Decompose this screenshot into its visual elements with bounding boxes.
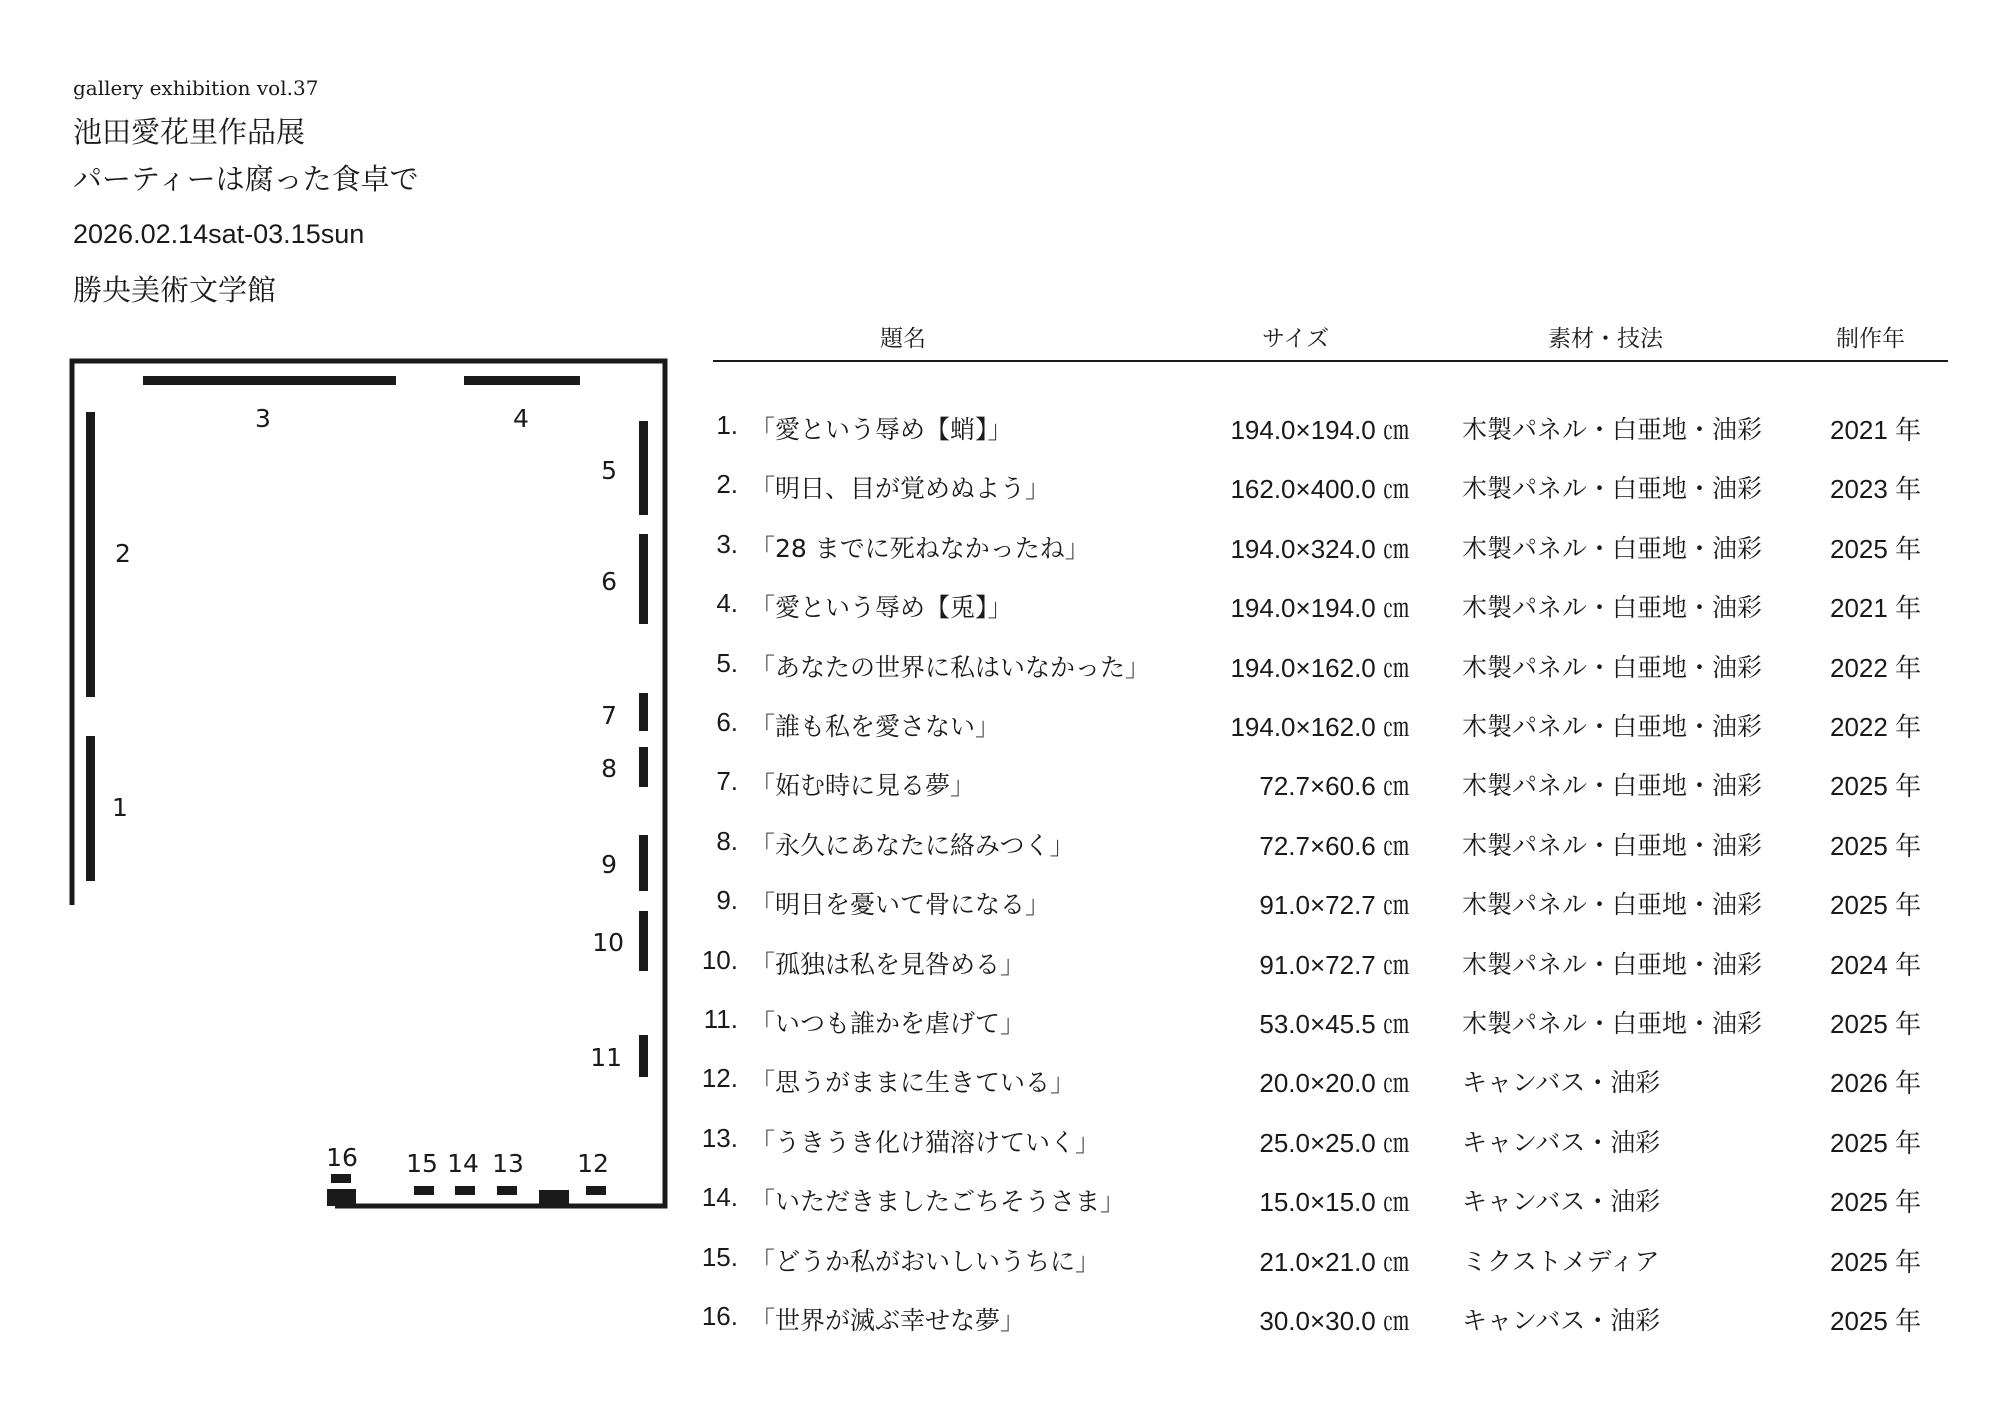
- table-row: [0, 1242, 2000, 1282]
- table-row: [0, 1301, 2000, 1341]
- artwork-number: 11.: [703, 1004, 738, 1034]
- floor-plan-label-6: 6: [601, 567, 617, 596]
- header-divider: [713, 360, 1948, 362]
- artwork-material: キャンバス・油彩: [1462, 1306, 1661, 1335]
- table-row: [0, 1063, 2000, 1103]
- floor-plan-label-1: 1: [112, 793, 128, 822]
- artwork-number: 7.: [716, 766, 738, 796]
- artwork-number: 5.: [716, 648, 738, 678]
- exhibition-dates: 2026.02.14sat-03.15sun: [73, 219, 365, 249]
- table-row: [0, 826, 2000, 866]
- floor-plan-label-14: 14: [447, 1149, 479, 1178]
- artwork-year: 2024 年: [1830, 950, 1922, 980]
- artwork-material: キャンバス・油彩: [1462, 1068, 1661, 1097]
- artwork-title: 「明日を憂いて骨になる」: [750, 890, 1051, 919]
- artwork-year: 2025 年: [1830, 771, 1922, 801]
- artwork-size: 194.0×194.0 ㎝: [1230, 415, 1409, 445]
- artwork-material: 木製パネル・白亜地・油彩: [1462, 712, 1763, 741]
- artwork-year: 2021 年: [1830, 593, 1922, 623]
- table-row: [0, 1123, 2000, 1163]
- artwork-year: 2025 年: [1830, 1247, 1922, 1277]
- artwork-number: 9.: [716, 885, 738, 915]
- artwork-marker-3: [143, 376, 396, 385]
- artwork-year: 2022 年: [1830, 712, 1922, 742]
- artwork-year: 2025 年: [1830, 831, 1922, 861]
- artwork-title: 「愛という辱め【兎】」: [750, 593, 1013, 622]
- artwork-year: 2025 年: [1830, 1009, 1922, 1039]
- artwork-material: キャンバス・油彩: [1462, 1187, 1661, 1216]
- artwork-size: 72.7×60.6 ㎝: [1259, 771, 1409, 801]
- artwork-number: 6.: [716, 707, 738, 737]
- artwork-number: 1.: [716, 410, 738, 440]
- artwork-number: 15.: [701, 1242, 738, 1272]
- artwork-title: 「うきうき化け猫溶けていく」: [750, 1128, 1101, 1157]
- table-row: [0, 410, 2000, 450]
- artwork-size: 91.0×72.7 ㎝: [1259, 890, 1409, 920]
- artwork-material: 木製パネル・白亜地・油彩: [1462, 415, 1763, 444]
- artwork-number: 2.: [716, 469, 738, 499]
- floor-plan-label-13: 13: [492, 1149, 524, 1178]
- table-row: [0, 707, 2000, 747]
- exhibition-venue: 勝央美術文学館: [73, 273, 277, 307]
- artwork-year: 2026 年: [1830, 1068, 1922, 1098]
- floor-plan-label-11: 11: [590, 1043, 622, 1072]
- artwork-title: 「孤独は私を見咎める」: [750, 950, 1026, 979]
- header-year: 制作年: [1836, 326, 1905, 352]
- artwork-title: 「思うがままに生きている」: [750, 1068, 1076, 1097]
- table-row: [0, 885, 2000, 925]
- artwork-material: 木製パネル・白亜地・油彩: [1462, 474, 1763, 503]
- artwork-material: キャンバス・油彩: [1462, 1128, 1661, 1157]
- artwork-size: 20.0×20.0 ㎝: [1259, 1068, 1409, 1098]
- table-row: [0, 1004, 2000, 1044]
- exhibition-title: パーティーは腐った食卓で: [73, 162, 419, 196]
- artwork-title: 「あなたの世界に私はいなかった」: [750, 653, 1151, 682]
- artwork-size: 21.0×21.0 ㎝: [1259, 1247, 1409, 1277]
- artwork-material: 木製パネル・白亜地・油彩: [1462, 1009, 1763, 1038]
- header-title: 題名: [880, 326, 926, 352]
- artwork-number: 3.: [716, 529, 738, 559]
- floor-plan-label-16: 16: [326, 1143, 358, 1172]
- artwork-number: 16.: [701, 1301, 738, 1331]
- artwork-number: 10.: [701, 945, 738, 975]
- artwork-size: 72.7×60.6 ㎝: [1259, 831, 1409, 861]
- floor-plan-label-8: 8: [601, 754, 617, 783]
- artwork-number: 12.: [701, 1063, 738, 1093]
- artwork-material: 木製パネル・白亜地・油彩: [1462, 593, 1763, 622]
- table-row: [0, 766, 2000, 806]
- table-row: [0, 529, 2000, 569]
- artwork-number: 8.: [716, 826, 738, 856]
- floor-plan-label-4: 4: [513, 404, 529, 433]
- artwork-year: 2025 年: [1830, 1128, 1922, 1158]
- artwork-year: 2022 年: [1830, 653, 1922, 683]
- artwork-material: ミクストメディア: [1462, 1247, 1660, 1276]
- artwork-size: 53.0×45.5 ㎝: [1259, 1009, 1409, 1039]
- artwork-size: 30.0×30.0 ㎝: [1259, 1306, 1409, 1336]
- artwork-size: 15.0×15.0 ㎝: [1259, 1187, 1409, 1217]
- exhibition-series: gallery exhibition vol.37: [73, 76, 319, 100]
- artwork-title: 「いつも誰かを虐げて」: [750, 1009, 1026, 1038]
- artwork-number: 14.: [701, 1182, 738, 1212]
- artwork-year: 2025 年: [1830, 534, 1922, 564]
- table-row: [0, 648, 2000, 688]
- artwork-material: 木製パネル・白亜地・油彩: [1462, 950, 1763, 979]
- floor-plan-label-3: 3: [255, 404, 271, 433]
- artwork-title: 「永久にあなたに絡みつく」: [750, 831, 1075, 860]
- artwork-number: 4.: [716, 588, 738, 618]
- artwork-size: 194.0×194.0 ㎝: [1230, 593, 1409, 623]
- artwork-material: 木製パネル・白亜地・油彩: [1462, 831, 1763, 860]
- floor-plan-label-5: 5: [601, 456, 617, 485]
- floor-plan-label-7: 7: [601, 701, 617, 730]
- artwork-title: 「いただきましたごちそうさま」: [750, 1187, 1126, 1216]
- artwork-title: 「明日、目が覚めぬよう」: [750, 474, 1051, 503]
- artwork-material: 木製パネル・白亜地・油彩: [1462, 534, 1763, 563]
- artwork-year: 2025 年: [1830, 1306, 1922, 1336]
- header-material: 素材・技法: [1548, 326, 1663, 352]
- floor-plan-label-12: 12: [577, 1149, 609, 1178]
- artwork-size: 91.0×72.7 ㎝: [1259, 950, 1409, 980]
- artwork-title: 「誰も私を愛さない」: [750, 712, 1001, 741]
- floor-plan-label-2: 2: [115, 539, 131, 568]
- artwork-size: 194.0×162.0 ㎝: [1230, 653, 1409, 683]
- artwork-year: 2025 年: [1830, 1187, 1922, 1217]
- table-row: [0, 469, 2000, 509]
- artwork-title: 「どうか私がおいしいうちに」: [750, 1247, 1101, 1276]
- artwork-size: 194.0×162.0 ㎝: [1230, 712, 1409, 742]
- artwork-material: 木製パネル・白亜地・油彩: [1462, 653, 1763, 682]
- floor-plan-label-15: 15: [406, 1149, 438, 1178]
- header-size: サイズ: [1262, 326, 1330, 352]
- artwork-material: 木製パネル・白亜地・油彩: [1462, 890, 1763, 919]
- artwork-number: 13.: [701, 1123, 738, 1153]
- artwork-material: 木製パネル・白亜地・油彩: [1462, 771, 1763, 800]
- floor-plan-label-9: 9: [601, 850, 617, 879]
- artwork-year: 2021 年: [1830, 415, 1922, 445]
- table-row: [0, 1182, 2000, 1222]
- artwork-marker-4: [464, 376, 580, 385]
- artwork-title: 「28 までに死ねなかったね」: [750, 534, 1090, 563]
- artwork-size: 25.0×25.0 ㎝: [1259, 1128, 1409, 1158]
- artwork-year: 2025 年: [1830, 890, 1922, 920]
- artwork-year: 2023 年: [1830, 474, 1922, 504]
- table-row: [0, 588, 2000, 628]
- artwork-title: 「世界が滅ぶ幸せな夢」: [750, 1306, 1026, 1335]
- artwork-size: 162.0×400.0 ㎝: [1230, 474, 1409, 504]
- artwork-size: 194.0×324.0 ㎝: [1230, 534, 1409, 564]
- artwork-title: 「妬む時に見る夢」: [750, 771, 976, 800]
- floor-plan-label-10: 10: [592, 928, 624, 957]
- exhibition-artist-title: 池田愛花里作品展: [73, 115, 306, 149]
- table-row: [0, 945, 2000, 985]
- artwork-title: 「愛という辱め【蛸】」: [750, 415, 1013, 444]
